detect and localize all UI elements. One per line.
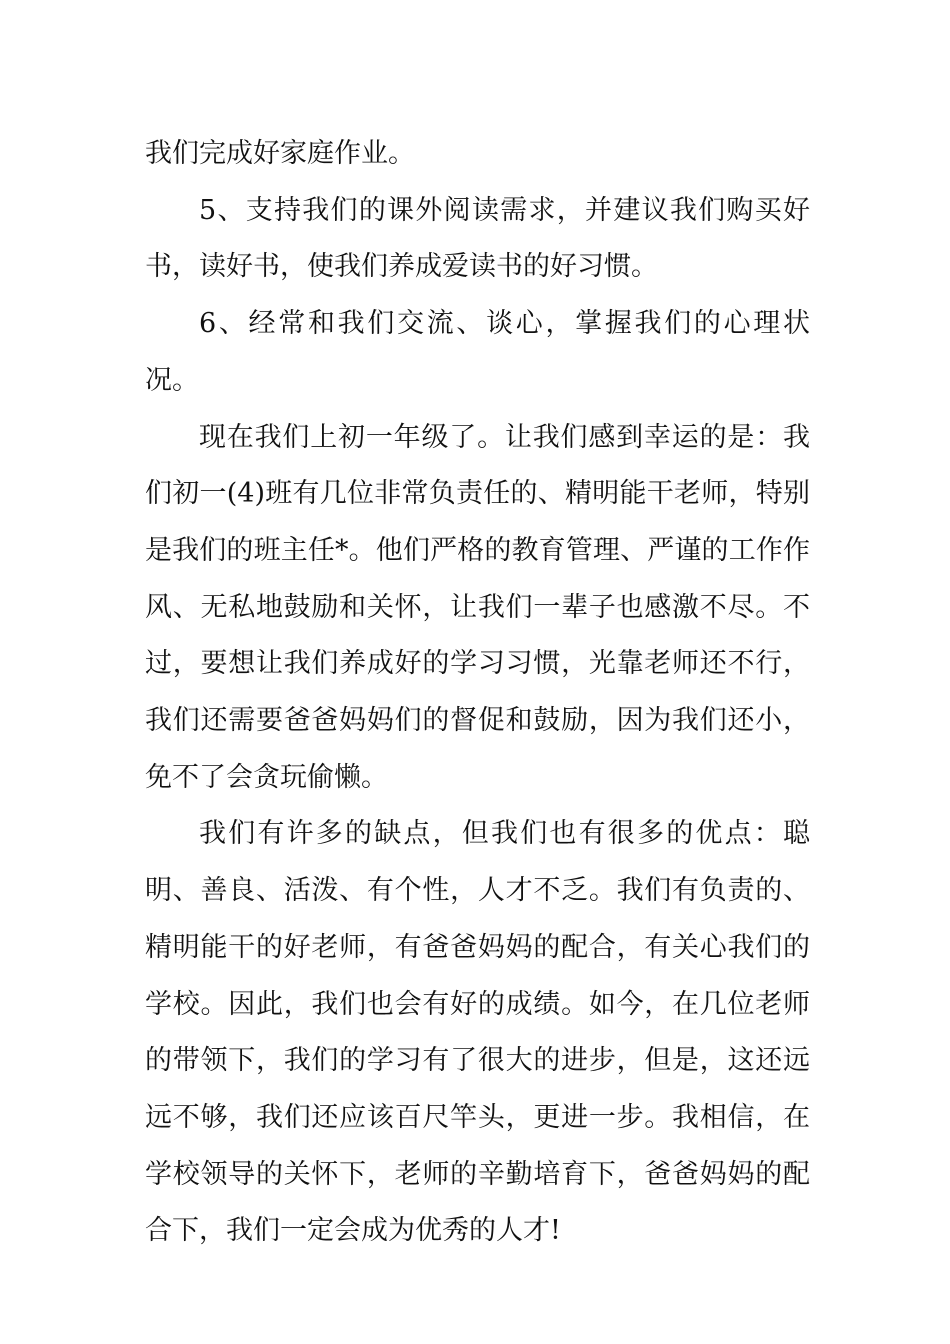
document-body bbox=[145, 126, 810, 1260]
paragraph-conclusion: 我们有许多的缺点，但我们也有很多的优点：聪明、善良、活泼、有个性，人才不乏。我们有负责的、精明能干的好老师，有爸爸妈妈的配合，有关心我们的学校。因此，我们也会有好的成绩。如今，在几位老师的带领下，我们的学习有了很大的进步，但是，这还远远不够，我们还应该百尺竿头，更进一步。我相信，在学校领导的关怀下，老师的辛勤培育下，爸爸妈妈的配合下，我们一定会成为优秀的人才! bbox=[145, 818, 810, 1247]
paragraph-item-6: 6、经常和我们交流、谈心，掌握我们的心理状况。 bbox=[145, 308, 810, 396]
paragraph-teachers: 现在我们上初一年级了。让我们感到幸运的是：我们初一(4)班有几位非常负责任的、精明能干老师，特别是我们的班主任*。他们严格的教育管理、严谨的工作作风、无私地鼓励和关怀，让我们一辈子也感激不尽。不过，要想让我们养成好的学习习惯，光靠老师还不行，我们还需要爸爸妈妈们的督促和鼓励，因为我们还小，免不了会贪玩偷懒。 bbox=[145, 421, 810, 793]
paragraph-item-5: 5、支持我们的课外阅读需求，并建议我们购买好书，读好书，使我们养成爱读书的好习惯。 bbox=[145, 194, 810, 283]
paragraph-continuation: 我们完成好家庭作业。 bbox=[145, 138, 415, 169]
